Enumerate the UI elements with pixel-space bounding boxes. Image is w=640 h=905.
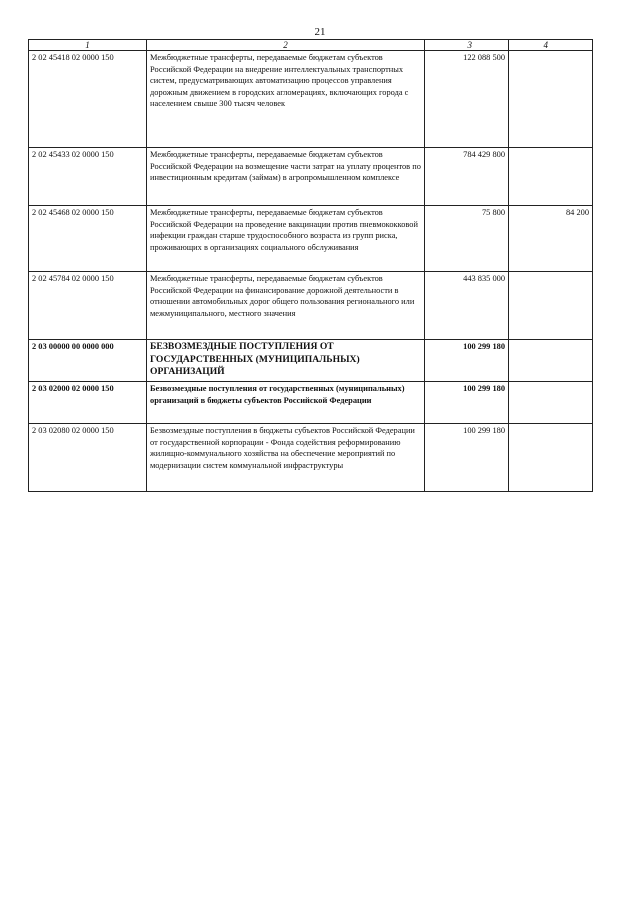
- row-value-col4: [509, 382, 593, 424]
- row-value-col4: [509, 272, 593, 340]
- row-value-col4: [509, 148, 593, 206]
- row-value-col3: 100 299 180: [425, 340, 509, 382]
- row-value-col3: 443 835 000: [425, 272, 509, 340]
- row-code: 2 02 45418 02 0000 150: [29, 51, 147, 148]
- row-code: 2 03 02080 02 0000 150: [29, 424, 147, 492]
- header-col-2: 2: [147, 40, 425, 51]
- row-value-col3: 122 088 500: [425, 51, 509, 148]
- row-name: Межбюджетные трансферты, передаваемые бюджетам субъектов Российской Федерации на проведение вакцинации против пневмококковой инфекции граждан старше трудоспособного возраста из групп риска, проживающих в организациях социального обслуживания: [147, 206, 425, 272]
- row-code: 2 02 45433 02 0000 150: [29, 148, 147, 206]
- row-name: Межбюджетные трансферты, передаваемые бюджетам субъектов Российской Федерации на внедрение интеллектуальных транспортных систем, предусматривающих автоматизацию процессов управления дорожным движением в городских агломерациях, включающих города с населением свыше 300 тысяч человек: [147, 51, 425, 148]
- table-row: [29, 424, 593, 492]
- row-code: 2 03 00000 00 0000 000: [29, 340, 147, 382]
- table-row: [29, 206, 593, 272]
- row-value-col4: 84 200: [509, 206, 593, 272]
- row-code: 2 02 45784 02 0000 150: [29, 272, 147, 340]
- header-col-1: 1: [29, 40, 147, 51]
- table-row-subsection: [29, 382, 593, 424]
- row-value-col3: 784 429 800: [425, 148, 509, 206]
- row-value-col4: [509, 424, 593, 492]
- row-name: Безвозмездные поступления от государственных (муниципальных) организаций в бюджеты субъектов Российской Федерации: [147, 382, 425, 424]
- table-row: [29, 148, 593, 206]
- row-code: 2 02 45468 02 0000 150: [29, 206, 147, 272]
- table-header-row: [29, 40, 593, 51]
- row-name: БЕЗВОЗМЕЗДНЫЕ ПОСТУПЛЕНИЯ ОТ ГОСУДАРСТВЕННЫХ (МУНИЦИПАЛЬНЫХ) ОРГАНИЗАЦИЙ: [147, 340, 425, 382]
- row-value-col3: 100 299 180: [425, 424, 509, 492]
- row-code: 2 03 02000 02 0000 150: [29, 382, 147, 424]
- budget-table: [28, 39, 593, 492]
- header-col-3: 3: [425, 40, 509, 51]
- row-name: Межбюджетные трансферты, передаваемые бюджетам субъектов Российской Федерации на финансирование дорожной деятельности в отношении автомобильных дорог общего пользования регионального или межмуниципального, местного значения: [147, 272, 425, 340]
- row-value-col4: [509, 340, 593, 382]
- table-row: [29, 51, 593, 148]
- row-value-col3: 75 800: [425, 206, 509, 272]
- page-number: 21: [314, 26, 326, 38]
- row-value-col3: 100 299 180: [425, 382, 509, 424]
- row-name: Межбюджетные трансферты, передаваемые бюджетам субъектов Российской Федерации на возмещение части затрат на уплату процентов по инвестиционным кредитам (займам) в агропромышленном комплексе: [147, 148, 425, 206]
- table-row: [29, 272, 593, 340]
- row-value-col4: [509, 51, 593, 148]
- table-row-section: [29, 340, 593, 382]
- header-col-4: 4: [509, 40, 593, 51]
- row-name: Безвозмездные поступления в бюджеты субъектов Российской Федерации от государственной корпорации - Фонда содействия реформированию жилищно-коммунального хозяйства на обеспечение мероприятий по модернизации систем коммунальной инфраструктуры: [147, 424, 425, 492]
